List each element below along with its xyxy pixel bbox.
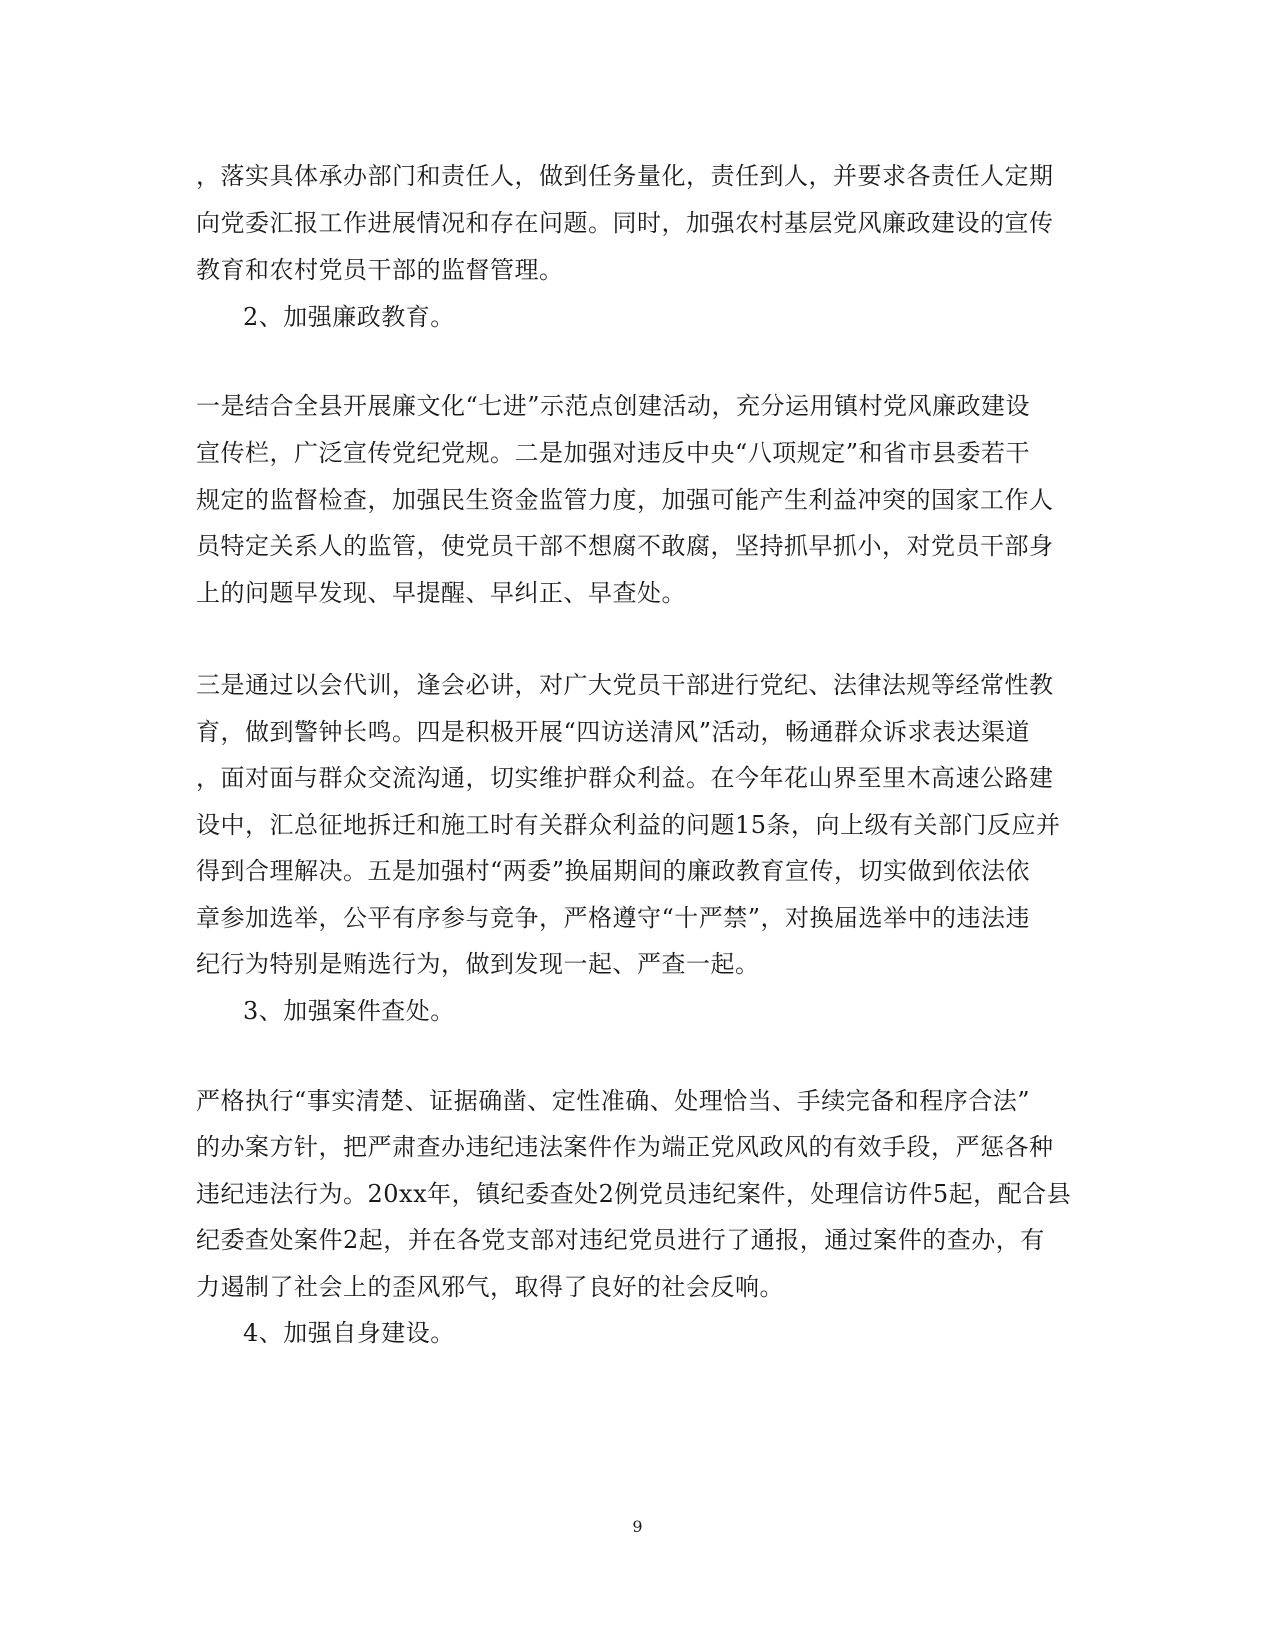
text-line: 的办案方针，把严肃查办违纪违法案件作为端正党风政风的有效手段，严惩各种	[196, 1133, 1054, 1161]
text-line: 纪委查处案件2起，并在各党支部对违纪党员进行了通报，通过案件的查办，有	[196, 1226, 1045, 1254]
text-line: 章参加选举，公平有序参与竞争，严格遵守“十严禁”，对换届选举中的违法违	[196, 904, 1031, 932]
page-number: 9	[632, 1517, 643, 1536]
text-line: 得到合理解决。五是加强村“两委”换届期间的廉政教育宣传，切实做到依法依	[196, 857, 1031, 885]
text-line: 设中，汇总征地拆迁和施工时有关群众利益的问题15条，向上级有关部门反应并	[196, 811, 1061, 839]
text-line: ，面对面与群众交流沟通，切实维护群众利益。在今年花山界至里木高速公路建	[196, 764, 1054, 792]
text-line: 教育和农村党员干部的监督管理。	[196, 256, 564, 284]
text-line: 上的问题早发现、早提醒、早纠正、早查处。	[196, 579, 686, 607]
text-line: 违纪违法行为。20xx年，镇纪委查处2例党员违纪案件，处理信访件5起，配合县	[196, 1180, 1072, 1208]
text-line: 力遏制了社会上的歪风邪气，取得了良好的社会反响。	[196, 1273, 784, 1301]
text-line: 育，做到警钟长鸣。四是积极开展“四访送清风”活动，畅通群众诉求表达渠道	[196, 718, 1031, 746]
section-heading: 3、加强案件查处。	[243, 997, 455, 1025]
text-line: 规定的监督检查，加强民生资金监管力度，加强可能产生利益冲突的国家工作人	[196, 486, 1054, 514]
text-line: 员特定关系人的监管，使党员干部不想腐不敢腐，坚持抓早抓小，对党员干部身	[196, 532, 1054, 560]
text-line: 宣传栏，广泛宣传党纪党规。二是加强对违反中央“八项规定”和省市县委若干	[196, 439, 1031, 467]
text-line: 向党委汇报工作进展情况和存在问题。同时，加强农村基层党风廉政建设的宣传	[196, 209, 1054, 237]
section-heading: 2、加强廉政教育。	[243, 303, 455, 331]
section-heading: 4、加强自身建设。	[243, 1319, 455, 1347]
text-line: 严格执行“事实清楚、证据确凿、定性准确、处理恰当、手续完备和程序合法”	[196, 1087, 1031, 1115]
text-line: ，落实具体承办部门和责任人，做到任务量化，责任到人，并要求各责任人定期	[196, 162, 1054, 190]
text-line: 三是通过以会代训，逢会必讲，对广大党员干部进行党纪、法律法规等经常性教	[196, 671, 1054, 699]
text-line: 纪行为特别是贿选行为，做到发现一起、严查一起。	[196, 950, 760, 978]
text-line: 一是结合全县开展廉文化“七进”示范点创建活动，充分运用镇村党风廉政建设	[196, 392, 1031, 420]
